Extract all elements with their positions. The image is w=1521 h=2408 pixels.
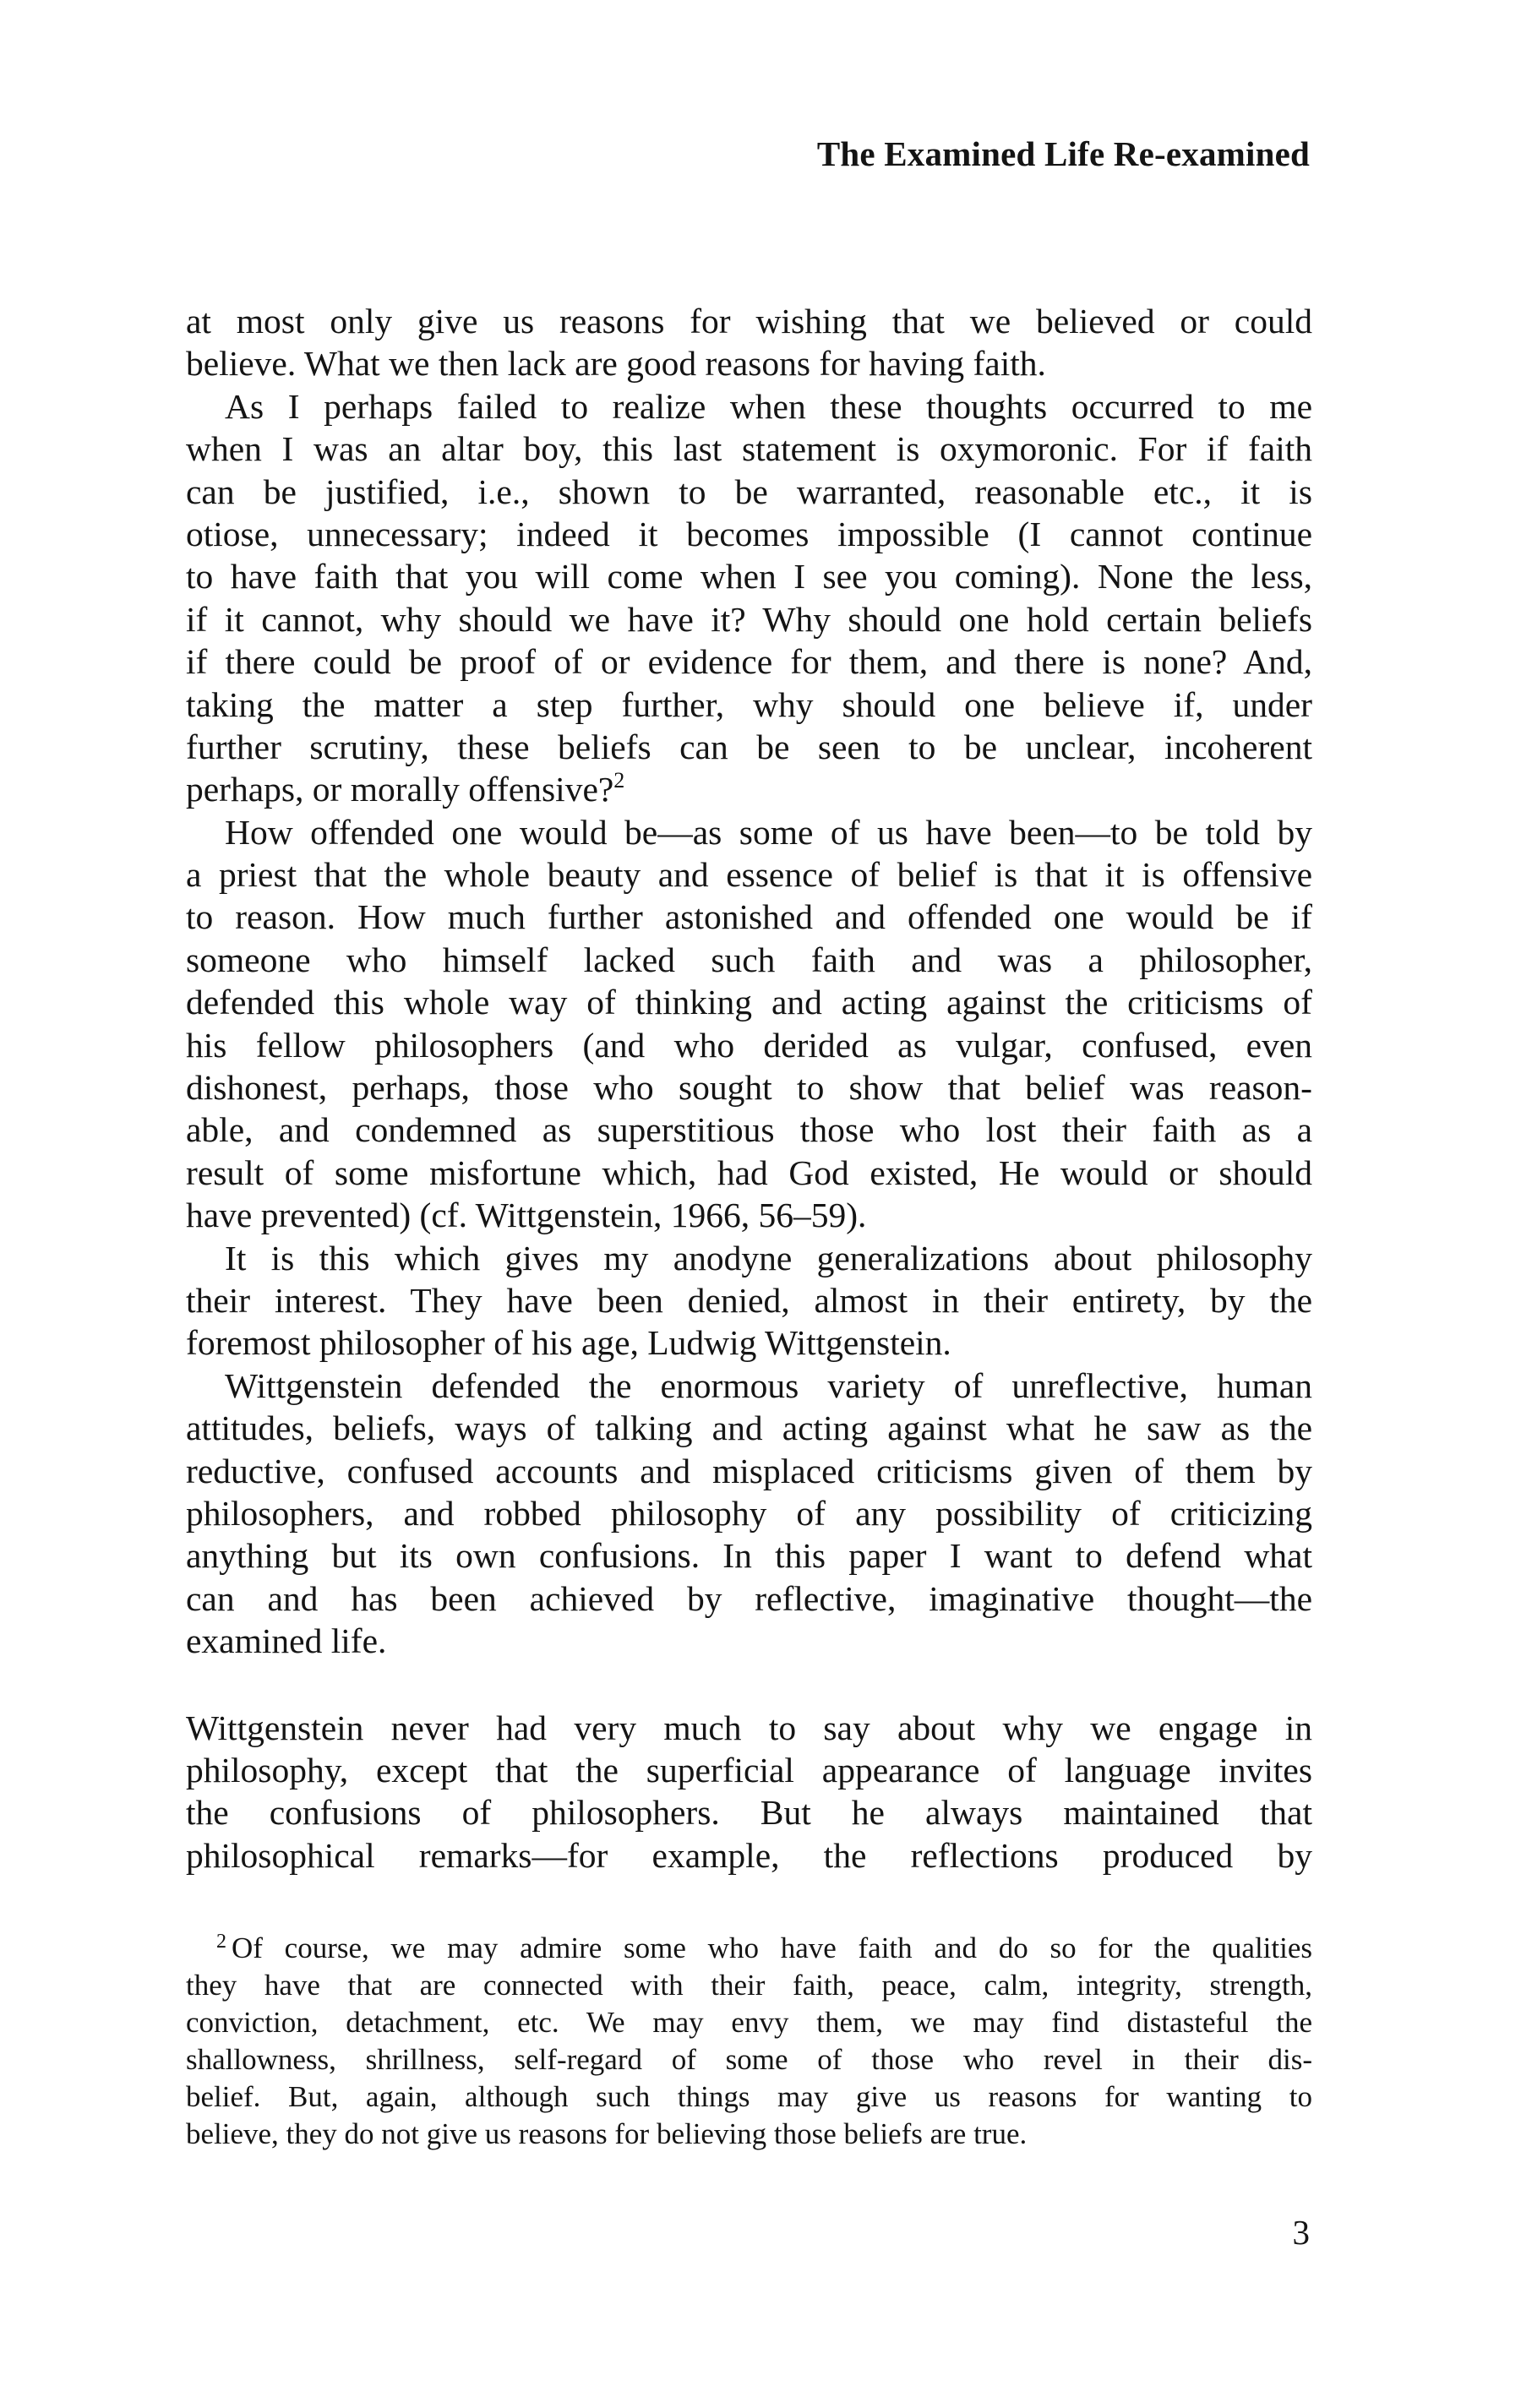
body-line: if there could be proof of or evidence for them, and there is none? And, [186,642,1312,682]
body-line-text: perhaps, or morally offensive? [186,770,614,809]
footnote-line: believe, they do not give us reasons for believing those beliefs are true. [186,2117,1028,2150]
body-line: attitudes, beliefs, ways of talking and acting against what he saw as the [186,1408,1312,1448]
body-line: otiose, unnecessary; indeed it becomes impossible (I cannot continue [186,514,1312,553]
body-line: their interest. They have been denied, almost in their entirety, by the [186,1280,1312,1320]
footnote-first-line [186,1930,1312,1967]
section-break [186,1663,1312,1707]
body-line: Wittgenstein never had very much to say about why we engage in [186,1708,1312,1747]
body-line: reductive, confused accounts and misplaced criticisms given of them by [186,1451,1312,1490]
running-head-title: The Examined Life Re-examined [816,134,1310,173]
body-line: can be justified, i.e., shown to be warranted, reasonable etc., it is [186,471,1312,511]
footnote-reference[interactable]: 2 [613,768,625,793]
page-number: 3 [1292,2213,1310,2252]
paragraph-first-line: How offended one would be—as some of us have been—to be told by [225,812,1312,852]
paragraph-first-line: As I perhaps failed to realize when these thoughts occurred to me [225,386,1312,426]
body-line: someone who himself lacked such faith and was a philosopher, [186,940,1312,979]
paragraph-first-line: Wittgenstein defended the enormous variety of unreflective, human [225,1365,1312,1405]
body-line: foremost philosopher of his age, Ludwig Wittgenstein. [186,1323,951,1363]
body-line-with-footnote [186,768,1312,810]
body-line: philosophy, except that the superficial appearance of language invites [186,1750,1312,1790]
body-line: philosophers, and robbed philosophy of any possibility of criticizing [186,1493,1312,1533]
body-line: result of some misfortune which, had God existed, He would or should [186,1152,1312,1192]
body-line: the confusions of philosophers. But he always maintained that [186,1793,1312,1833]
body-line: a priest that the whole beauty and essence of belief is that it is offensive [186,855,1312,895]
body-line: have prevented) (cf. Wittgenstein, 1966, 56–59). [186,1196,867,1235]
footnote-marker: 2 [216,1931,226,1953]
body-line: able, and condemned as superstitious those who lost their faith as a [186,1110,1312,1150]
footnotes [186,1930,1312,2153]
body-line: defended this whole way of thinking and acting against the criticisms of [186,983,1312,1022]
body-line: when I was an altar boy, this last statement is oxymoronic. For if faith [186,429,1312,469]
body-line: to have faith that you will come when I see you coming). None the less, [186,557,1312,597]
footnote-line-text: Of course, we may admire some who have faith and do so for the qualities [232,1931,1312,1964]
body-text [186,300,1312,1877]
body-line: if it cannot, why should we have it? Why should one hold certain beliefs [186,599,1312,639]
paragraph-first-line: It is this which gives my anodyne generalizations about philosophy [225,1238,1312,1278]
body-line: anything but its own confusions. In this paper I want to defend what [186,1536,1312,1576]
body-line: taking the matter a step further, why should one believe if, under [186,684,1312,724]
body-line: philosophical remarks—for example, the reflections produced by [186,1835,1312,1875]
footnote-line: belief. But, again, although such things may give us reasons for wanting to [186,2080,1312,2113]
footnote-line: they have that are connected with their faith, peace, calm, integrity, strength, [186,1969,1312,2002]
body-line: believe. What we then lack are good reasons for having faith. [186,344,1046,384]
body-line: dishonest, perhaps, those who sought to show that belief was reason- [186,1068,1312,1108]
body-line: at most only give us reasons for wishing that we believed or could [186,302,1312,340]
body-line: his fellow philosophers (and who derided as vulgar, confused, even [186,1025,1312,1065]
body-line: further scrutiny, these beliefs can be seen to be unclear, incoherent [186,727,1312,766]
footnote-line: conviction, detachment, etc. We may envy them, we may find distasteful the [186,2006,1312,2039]
body-line: to reason. How much further astonished and offended one would be if [186,897,1312,937]
footnote-line: shallowness, shrillness, self-regard of some of those who revel in their dis- [186,2043,1312,2076]
body-line: examined life. [186,1621,387,1661]
body-line: can and has been achieved by reflective, imaginative thought—the [186,1578,1312,1618]
